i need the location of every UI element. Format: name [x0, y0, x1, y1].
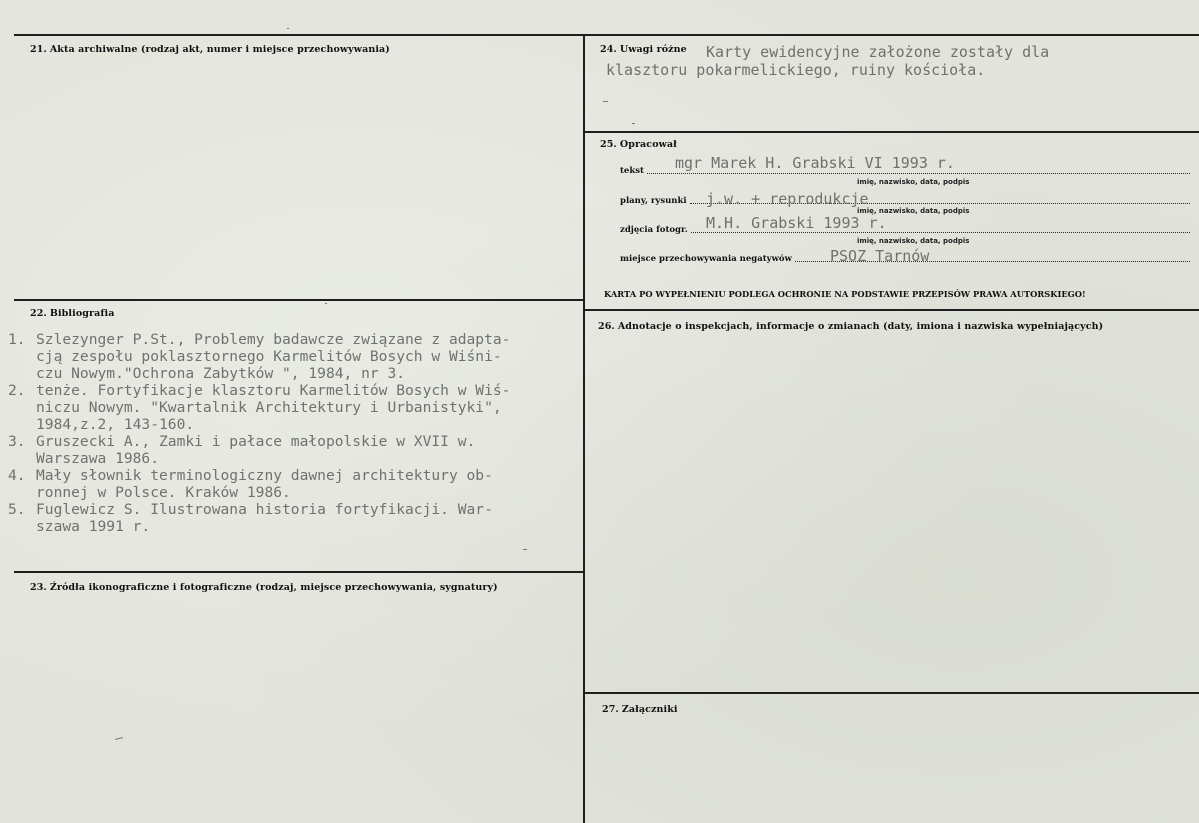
list-item: 4. Mały słownik terminologiczny dawnej architektury ob- ronnej w Polsce. Kraków 1986. — [8, 467, 493, 501]
rule-22-23 — [14, 571, 584, 573]
photos-author-field: zdjęcia fotogr. — [620, 225, 1190, 235]
rule-24-25 — [583, 131, 1199, 133]
plans-author-caption: imię, nazwisko, data, podpis — [857, 207, 970, 215]
copyright-notice: KARTA PO WYPEŁNIENIU PODLEGA OCHRONIE NA PODSTAWIE PRZEPISÓW PRAWA AUTORSKIEGO! — [604, 289, 1086, 299]
photos-author-value: M.H. Grabski 1993 r. — [706, 214, 887, 232]
list-item: 5. Fuglewicz S. Ilustrowana historia fortyfikacji. War- szawa 1991 r. — [8, 501, 493, 535]
negatives-location-value: PSOZ Tarnów — [830, 247, 930, 265]
paper-speck — [325, 303, 327, 304]
remarks-line-2: klasztoru pokarmelickiego, ruiny kościoła. — [606, 61, 986, 79]
section-24-heading: 24. Uwagi różne — [600, 44, 687, 55]
text-author-value: mgr Marek H. Grabski VI 1993 r. — [675, 154, 955, 172]
center-divider — [583, 34, 585, 823]
section-21-heading: 21. Akta archiwalne (rodzaj akt, numer i miejsce przechowywania) — [30, 44, 390, 55]
remarks-line-1: Karty ewidencyjne założone zostały dla — [706, 43, 1050, 61]
section-26-heading: 26. Adnotacje o inspekcjach, informacje o zmianach (daty, imiona i nazwiska wypełniających) — [598, 321, 1104, 332]
rule-25-26 — [583, 309, 1199, 311]
paper-speck — [287, 28, 289, 29]
list-item: 3. Gruszecki A., Zamki i pałace małopolskie w XVII w. Warszawa 1986. — [8, 433, 476, 467]
text-author-caption: imię, nazwisko, data, podpis — [857, 178, 970, 186]
bibliography-list — [8, 331, 510, 535]
list-item: 2. tenże. Fortyfikacje klasztoru Karmelitów Bosych w Wiś- niczu Nowym. "Kwartalnik Architektury i Urbanistyki", 1984,z.2, 143-160. — [8, 382, 511, 433]
section-25-heading: 25. Opracował — [600, 139, 677, 150]
paper-speck — [603, 101, 608, 102]
text-author-field: tekst — [620, 166, 1190, 176]
photos-author-caption: imię, nazwisko, data, podpis — [857, 237, 970, 245]
section-27-heading: 27. Załączniki — [602, 704, 678, 715]
section-23-heading: 23. Źródła ikonograficzne i fotograficzne (rodzaj, miejsce przechowywania, sygnatury) — [30, 582, 498, 593]
paper-speck — [115, 737, 123, 740]
rule-21-22 — [14, 299, 584, 301]
rule-26-27 — [583, 692, 1199, 694]
section-22-heading: 22. Bibliografia — [30, 308, 115, 319]
paper-speck — [523, 549, 527, 550]
top-rule — [14, 34, 1199, 36]
paper-speck — [632, 123, 635, 124]
list-item: 1. Szlezynger P.St., Problemy badawcze związane z adapta- cją zespołu poklasztornego Karmelitów Bosych w Wiśni- czu Nowym."Ochrona Zabytków ", 1984, nr 3. — [8, 331, 511, 382]
negatives-location-field: miejsce przechowywania negatywów — [620, 254, 1190, 264]
plans-author-value: j.w. + reprodukcje — [706, 190, 869, 208]
plans-author-field: plany, rysunki — [620, 196, 1190, 206]
